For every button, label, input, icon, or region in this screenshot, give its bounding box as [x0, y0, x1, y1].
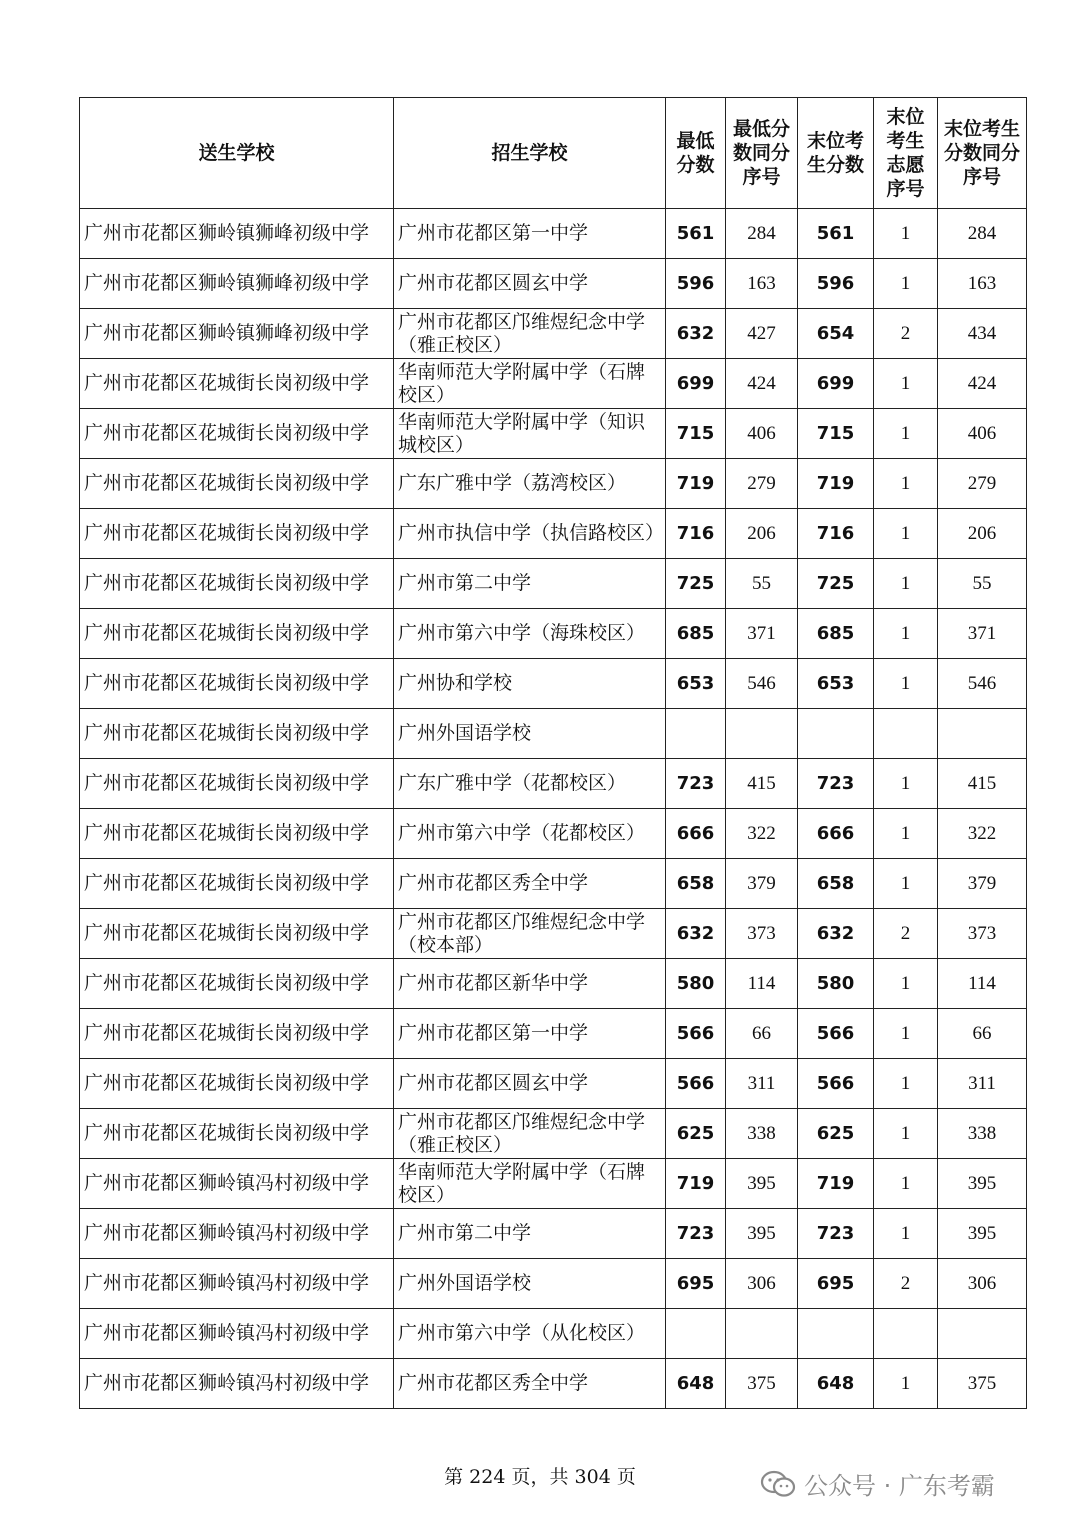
cell-sending-school: 广州市花都区花城街长岗初级中学	[80, 409, 394, 459]
cell-min-score: 580	[666, 959, 726, 1009]
cell-last-score: 596	[798, 259, 874, 309]
cell-min-score-rank: 371	[726, 609, 798, 659]
cell-admitting-school: 广州市第六中学（从化校区）	[394, 1309, 666, 1359]
cell-min-score-rank: 206	[726, 509, 798, 559]
cell-last-score: 580	[798, 959, 874, 1009]
cell-min-score-rank: 163	[726, 259, 798, 309]
cell-last-score: 625	[798, 1109, 874, 1159]
cell-last-choice-no: 1	[874, 609, 938, 659]
cell-last-score-rank: 546	[938, 659, 1027, 709]
cell-admitting-school: 华南师范大学附属中学（石牌校区）	[394, 1159, 666, 1209]
cell-min-score: 719	[666, 459, 726, 509]
cell-sending-school: 广州市花都区花城街长岗初级中学	[80, 459, 394, 509]
cell-last-choice-no: 1	[874, 1109, 938, 1159]
cell-last-choice-no: 1	[874, 809, 938, 859]
cell-last-score-rank: 371	[938, 609, 1027, 659]
cell-min-score: 653	[666, 659, 726, 709]
cell-last-score: 648	[798, 1359, 874, 1409]
cell-last-score: 632	[798, 909, 874, 959]
cell-last-score	[798, 1309, 874, 1359]
cell-last-score-rank: 424	[938, 359, 1027, 409]
header-last-score-rank: 末位考生分数同分序号	[938, 98, 1027, 209]
cell-last-choice-no: 1	[874, 859, 938, 909]
cell-min-score-rank: 375	[726, 1359, 798, 1409]
cell-last-choice-no: 1	[874, 1009, 938, 1059]
cell-last-score-rank: 338	[938, 1109, 1027, 1159]
cell-last-score: 654	[798, 309, 874, 359]
table-row	[80, 209, 1027, 259]
cell-min-score: 723	[666, 1209, 726, 1259]
cell-last-choice-no	[874, 709, 938, 759]
cell-last-score: 719	[798, 1159, 874, 1209]
cell-admitting-school: 广州市花都区第一中学	[394, 1009, 666, 1059]
cell-min-score: 561	[666, 209, 726, 259]
cell-admitting-school: 广州市花都区秀全中学	[394, 1359, 666, 1409]
cell-admitting-school: 华南师范大学附属中学（知识城校区）	[394, 409, 666, 459]
cell-sending-school: 广州市花都区狮岭镇冯村初级中学	[80, 1359, 394, 1409]
cell-last-score-rank: 163	[938, 259, 1027, 309]
cell-min-score: 566	[666, 1059, 726, 1109]
cell-last-score-rank: 55	[938, 559, 1027, 609]
cell-sending-school: 广州市花都区花城街长岗初级中学	[80, 559, 394, 609]
cell-sending-school: 广州市花都区狮岭镇冯村初级中学	[80, 1159, 394, 1209]
cell-admitting-school: 广州市花都区邝维煜纪念中学（雅正校区）	[394, 1109, 666, 1159]
cell-last-score-rank: 395	[938, 1159, 1027, 1209]
cell-sending-school: 广州市花都区花城街长岗初级中学	[80, 959, 394, 1009]
cell-min-score: 716	[666, 509, 726, 559]
cell-min-score: 596	[666, 259, 726, 309]
cell-sending-school: 广州市花都区花城街长岗初级中学	[80, 509, 394, 559]
cell-last-score: 719	[798, 459, 874, 509]
cell-last-choice-no: 1	[874, 659, 938, 709]
cell-admitting-school: 华南师范大学附属中学（石牌校区）	[394, 359, 666, 409]
cell-last-choice-no: 1	[874, 1209, 938, 1259]
table-row	[80, 559, 1027, 609]
cell-last-choice-no: 1	[874, 359, 938, 409]
header-min-score-rank: 最低分数同分序号	[726, 98, 798, 209]
cell-min-score: 699	[666, 359, 726, 409]
cell-min-score-rank: 55	[726, 559, 798, 609]
cell-admitting-school: 广州市花都区圆玄中学	[394, 1059, 666, 1109]
cell-last-score-rank: 434	[938, 309, 1027, 359]
cell-sending-school: 广州市花都区狮岭镇冯村初级中学	[80, 1259, 394, 1309]
cell-admitting-school: 广州外国语学校	[394, 1259, 666, 1309]
header-last-score: 末位考生分数	[798, 98, 874, 209]
cell-last-choice-no: 1	[874, 209, 938, 259]
header-admitting-school: 招生学校	[394, 98, 666, 209]
cell-min-score: 632	[666, 309, 726, 359]
cell-last-choice-no: 1	[874, 559, 938, 609]
cell-last-choice-no: 1	[874, 959, 938, 1009]
table-row	[80, 609, 1027, 659]
cell-sending-school: 广州市花都区花城街长岗初级中学	[80, 909, 394, 959]
wechat-icon	[760, 1470, 796, 1498]
cell-last-score: 658	[798, 859, 874, 909]
cell-min-score: 666	[666, 809, 726, 859]
table-row	[80, 359, 1027, 409]
watermark-text: 公众号 · 广东考霸	[804, 1472, 995, 1500]
cell-last-score-rank: 284	[938, 209, 1027, 259]
cell-sending-school: 广州市花都区狮岭镇狮峰初级中学	[80, 259, 394, 309]
cell-min-score-rank: 395	[726, 1209, 798, 1259]
cell-min-score-rank: 395	[726, 1159, 798, 1209]
cell-min-score: 648	[666, 1359, 726, 1409]
cell-last-choice-no: 1	[874, 1359, 938, 1409]
cell-last-choice-no: 1	[874, 409, 938, 459]
cell-min-score-rank: 415	[726, 759, 798, 809]
table-row	[80, 909, 1027, 959]
cell-min-score: 695	[666, 1259, 726, 1309]
cell-min-score: 625	[666, 1109, 726, 1159]
cell-last-choice-no: 1	[874, 1159, 938, 1209]
cell-admitting-school: 广州协和学校	[394, 659, 666, 709]
cell-last-choice-no: 1	[874, 459, 938, 509]
table-row	[80, 759, 1027, 809]
cell-last-score-rank: 375	[938, 1359, 1027, 1409]
cell-last-score: 566	[798, 1009, 874, 1059]
cell-last-score-rank: 206	[938, 509, 1027, 559]
cell-admitting-school: 广东广雅中学（荔湾校区）	[394, 459, 666, 509]
cell-last-score: 699	[798, 359, 874, 409]
cell-admitting-school: 广州市执信中学（执信路校区）	[394, 509, 666, 559]
cell-sending-school: 广州市花都区花城街长岗初级中学	[80, 759, 394, 809]
cell-last-score-rank	[938, 1309, 1027, 1359]
cell-min-score-rank: 114	[726, 959, 798, 1009]
cell-min-score-rank: 338	[726, 1109, 798, 1159]
cell-min-score: 566	[666, 1009, 726, 1059]
cell-last-choice-no: 1	[874, 259, 938, 309]
cell-admitting-school: 广州市第六中学（海珠校区）	[394, 609, 666, 659]
table-row	[80, 309, 1027, 359]
cell-admitting-school: 广东广雅中学（花都校区）	[394, 759, 666, 809]
cell-min-score-rank: 311	[726, 1059, 798, 1109]
cell-last-score-rank: 306	[938, 1259, 1027, 1309]
header-last-choice-no: 末位考生志愿序号	[874, 98, 938, 209]
cell-min-score-rank: 546	[726, 659, 798, 709]
cell-min-score: 725	[666, 559, 726, 609]
cell-last-choice-no: 1	[874, 509, 938, 559]
cell-min-score: 723	[666, 759, 726, 809]
cell-min-score: 685	[666, 609, 726, 659]
header-row	[80, 98, 1027, 209]
cell-sending-school: 广州市花都区狮岭镇狮峰初级中学	[80, 309, 394, 359]
cell-sending-school: 广州市花都区花城街长岗初级中学	[80, 709, 394, 759]
table-row	[80, 259, 1027, 309]
cell-sending-school: 广州市花都区花城街长岗初级中学	[80, 1109, 394, 1159]
cell-min-score-rank: 406	[726, 409, 798, 459]
cell-min-score: 658	[666, 859, 726, 909]
cell-min-score-rank: 424	[726, 359, 798, 409]
cell-sending-school: 广州市花都区狮岭镇狮峰初级中学	[80, 209, 394, 259]
header-sending-school: 送生学校	[80, 98, 394, 209]
cell-last-choice-no	[874, 1309, 938, 1359]
cell-last-score: 716	[798, 509, 874, 559]
cell-last-score-rank: 406	[938, 409, 1027, 459]
cell-last-score: 723	[798, 1209, 874, 1259]
cell-min-score-rank	[726, 1309, 798, 1359]
cell-admitting-school: 广州市花都区第一中学	[394, 209, 666, 259]
table-row	[80, 1259, 1027, 1309]
cell-last-choice-no: 1	[874, 1059, 938, 1109]
cell-sending-school: 广州市花都区花城街长岗初级中学	[80, 609, 394, 659]
cell-last-choice-no: 2	[874, 909, 938, 959]
cell-last-score: 725	[798, 559, 874, 609]
cell-last-score: 723	[798, 759, 874, 809]
cell-last-score-rank: 114	[938, 959, 1027, 1009]
cell-last-score	[798, 709, 874, 759]
cell-last-score-rank: 322	[938, 809, 1027, 859]
cell-last-score: 685	[798, 609, 874, 659]
table-row	[80, 1159, 1027, 1209]
cell-sending-school: 广州市花都区花城街长岗初级中学	[80, 859, 394, 909]
cell-min-score-rank: 66	[726, 1009, 798, 1059]
cell-last-score-rank: 379	[938, 859, 1027, 909]
cell-min-score-rank	[726, 709, 798, 759]
watermark	[760, 1466, 995, 1501]
cell-last-score: 566	[798, 1059, 874, 1109]
cell-last-choice-no: 2	[874, 309, 938, 359]
cell-min-score: 715	[666, 409, 726, 459]
cell-min-score-rank: 373	[726, 909, 798, 959]
cell-last-score-rank: 395	[938, 1209, 1027, 1259]
cell-sending-school: 广州市花都区花城街长岗初级中学	[80, 1059, 394, 1109]
cell-sending-school: 广州市花都区花城街长岗初级中学	[80, 809, 394, 859]
cell-last-choice-no: 1	[874, 759, 938, 809]
cell-sending-school: 广州市花都区花城街长岗初级中学	[80, 659, 394, 709]
table-row	[80, 1009, 1027, 1059]
cell-min-score-rank: 306	[726, 1259, 798, 1309]
table-row	[80, 1209, 1027, 1259]
cell-last-score-rank: 373	[938, 909, 1027, 959]
cell-admitting-school: 广州市第二中学	[394, 1209, 666, 1259]
cell-last-score-rank	[938, 709, 1027, 759]
cell-admitting-school: 广州市花都区圆玄中学	[394, 259, 666, 309]
table-row	[80, 509, 1027, 559]
cell-admitting-school: 广州市花都区邝维煜纪念中学（雅正校区）	[394, 309, 666, 359]
table-row	[80, 459, 1027, 509]
cell-sending-school: 广州市花都区狮岭镇冯村初级中学	[80, 1209, 394, 1259]
cell-sending-school: 广州市花都区花城街长岗初级中学	[80, 359, 394, 409]
cell-admitting-school: 广州市第二中学	[394, 559, 666, 609]
cell-last-score-rank: 66	[938, 1009, 1027, 1059]
cell-admitting-school: 广州市花都区秀全中学	[394, 859, 666, 909]
cell-min-score-rank: 379	[726, 859, 798, 909]
table-row	[80, 959, 1027, 1009]
cell-last-score-rank: 279	[938, 459, 1027, 509]
cell-min-score: 632	[666, 909, 726, 959]
cell-min-score	[666, 1309, 726, 1359]
cell-last-score: 561	[798, 209, 874, 259]
cell-admitting-school: 广州市第六中学（花都校区）	[394, 809, 666, 859]
cell-last-score: 653	[798, 659, 874, 709]
cell-admitting-school: 广州市花都区邝维煜纪念中学（校本部）	[394, 909, 666, 959]
table-row	[80, 659, 1027, 709]
cell-last-score: 715	[798, 409, 874, 459]
cell-min-score-rank: 279	[726, 459, 798, 509]
cell-sending-school: 广州市花都区花城街长岗初级中学	[80, 1009, 394, 1059]
cell-sending-school: 广州市花都区狮岭镇冯村初级中学	[80, 1309, 394, 1359]
cell-min-score-rank: 427	[726, 309, 798, 359]
cell-last-score: 695	[798, 1259, 874, 1309]
cell-last-choice-no: 2	[874, 1259, 938, 1309]
cell-last-score: 666	[798, 809, 874, 859]
cell-admitting-school: 广州市花都区新华中学	[394, 959, 666, 1009]
table-row	[80, 859, 1027, 909]
admission-table	[79, 97, 1027, 1409]
cell-last-score-rank: 415	[938, 759, 1027, 809]
page-number: 第 224 页，共 304 页	[444, 1466, 636, 1488]
table-row	[80, 709, 1027, 759]
table-row	[80, 1309, 1027, 1359]
table-row	[80, 1359, 1027, 1409]
table-row	[80, 409, 1027, 459]
cell-min-score-rank: 322	[726, 809, 798, 859]
header-min-score: 最低分数	[666, 98, 726, 209]
cell-min-score-rank: 284	[726, 209, 798, 259]
cell-last-score-rank: 311	[938, 1059, 1027, 1109]
cell-min-score	[666, 709, 726, 759]
cell-admitting-school: 广州外国语学校	[394, 709, 666, 759]
table-row	[80, 1109, 1027, 1159]
table-row	[80, 809, 1027, 859]
table-row	[80, 1059, 1027, 1109]
cell-min-score: 719	[666, 1159, 726, 1209]
